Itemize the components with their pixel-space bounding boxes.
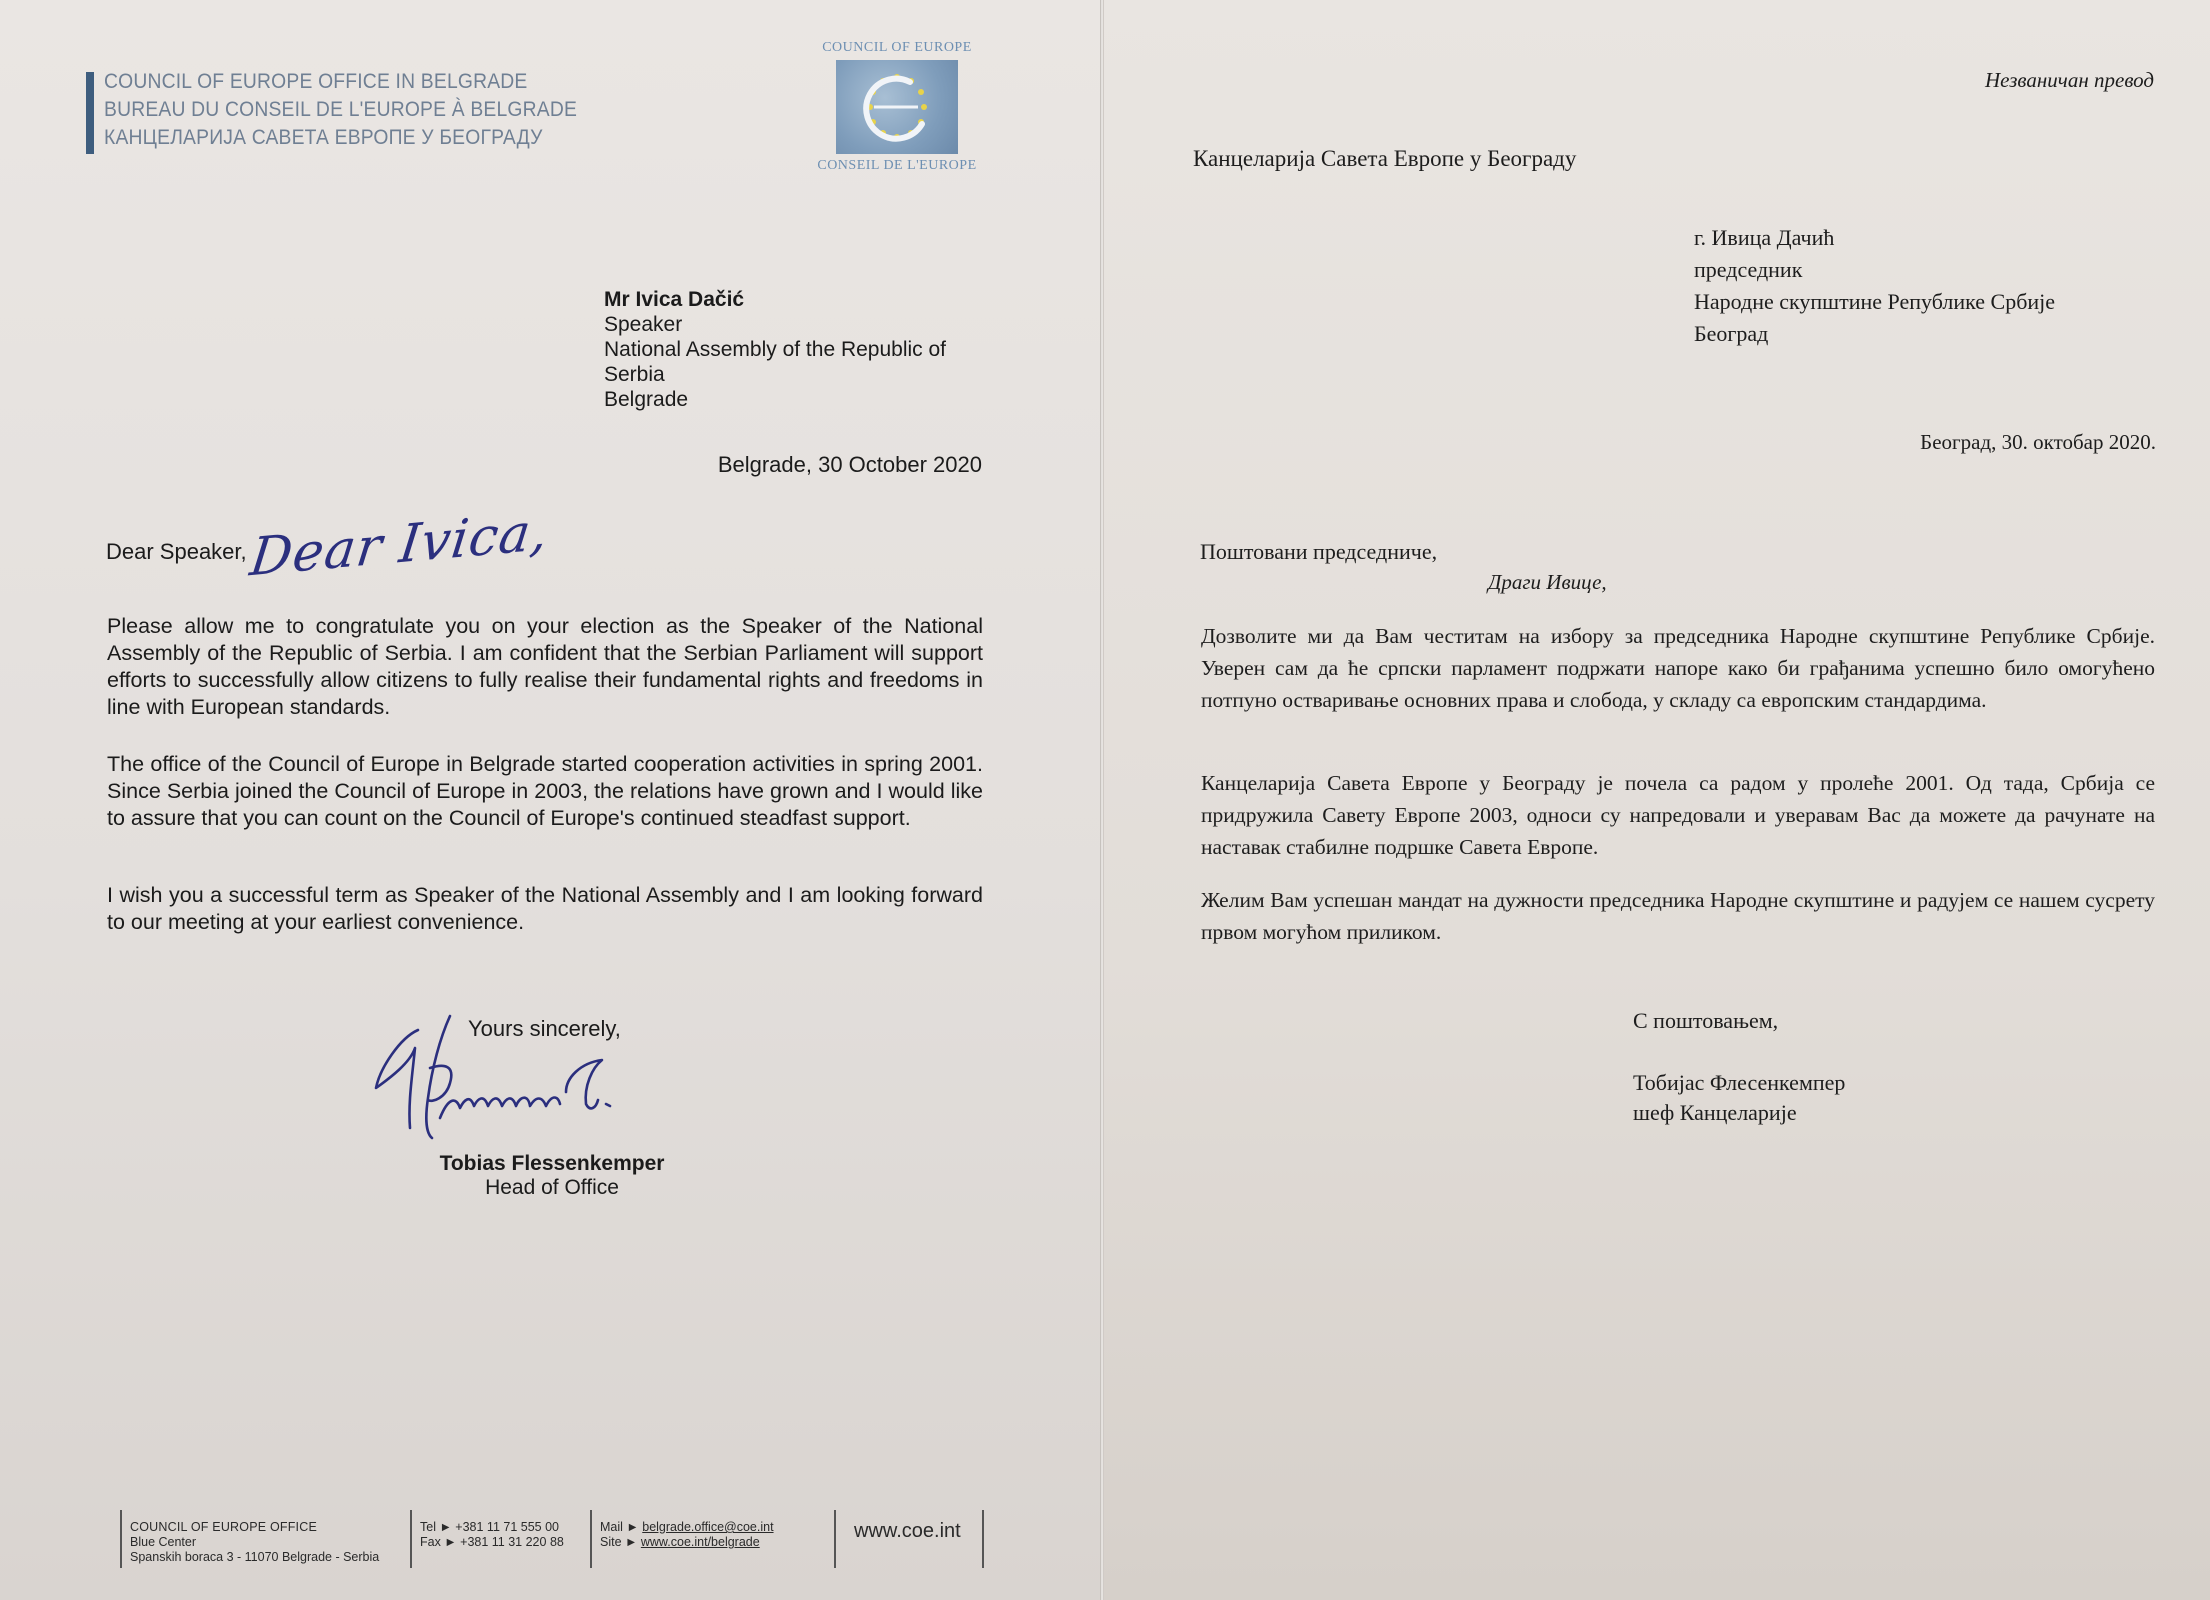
letterhead-line-fr: BUREAU DU CONSEIL DE L'EUROPE À BELGRADE	[104, 98, 578, 121]
letterhead-line-sr: КАНЦЕЛАРИЈА САВЕТА ЕВРОПЕ У БЕОГРАДУ	[104, 126, 543, 149]
salutation-sr: Поштовани председниче,	[1200, 539, 1438, 564]
signer-block-sr	[1633, 1068, 1845, 1128]
body-paragraph-sr-3: Желим Вам успешан мандат на дужности председника Народне скупштине и радујем се нашем сусрету првом могућом приликом.	[1201, 888, 2155, 944]
handwritten-greeting: Dear Ivica,	[246, 501, 553, 589]
footer-fax: Fax ► +381 11 31 220 88	[420, 1535, 564, 1549]
signer-block	[392, 1152, 712, 1200]
footer-street: Spanskih boraca 3 - 11070 Belgrade - Serbia	[130, 1550, 380, 1564]
original-letter-page	[0, 0, 1100, 1600]
recipient-role: Speaker	[604, 313, 683, 336]
footer-contact	[590, 1510, 835, 1568]
recipient-city-sr: Београд	[1694, 321, 1769, 346]
recipient-org-line2: Serbia	[604, 363, 665, 386]
signer-title: Head of Office	[485, 1176, 619, 1199]
handwritten-note-sr: Драги Ивице,	[1488, 570, 1607, 594]
footer-site-link[interactable]: www.coe.int/belgrade	[640, 1535, 760, 1549]
recipient-name-sr: г. Ивица Дачић	[1694, 225, 1835, 250]
footer-address	[120, 1510, 410, 1568]
body-paragraph-2: The office of the Council of Europe in Belgrade started cooperation activities in spring 2001. Since Serbia joined the Council of Europe in 2003, the relations have grown and I would like to assure that you can count on the Council of Europe's continued steadfast support.	[107, 752, 983, 830]
council-of-europe-logo	[812, 40, 982, 174]
salutation: Dear Speaker,	[106, 539, 247, 564]
signer-title-sr: шеф Канцеларије	[1633, 1100, 1797, 1125]
closing: Yours sincerely,	[468, 1016, 621, 1041]
logo-top-caption: COUNCIL OF EUROPE	[822, 40, 972, 55]
letter-date: Belgrade, 30 October 2020	[717, 452, 982, 477]
recipient-name: Mr Ivica Dačić	[604, 288, 745, 311]
footer-mail-label: Mail ►	[600, 1520, 639, 1534]
footer-www[interactable]: www.coe.int	[834, 1510, 984, 1568]
closing-sr: С поштовањем,	[1633, 1008, 1779, 1033]
body-paragraph-1: Please allow me to congratulate you on your election as the Speaker of the National Assembly of the Republic of Serbia. I am confident that the Serbian Parliament will support efforts to successfully allow citizens to fully realise their fundamental rights and freedoms in line with European standards.	[107, 614, 983, 719]
office-line: Канцеларија Савета Европе у Београду	[1193, 146, 1577, 171]
footer-phone	[410, 1510, 590, 1568]
body-paragraph-sr-2: Канцеларија Савета Европе у Београду је почела са радом у пролеће 2001. Од тада, Србија се придружила Савету Европе 2003, односи су напредовали и уверавам Вас да можете да рачунате на наставак стабилне подршке Савета Европе.	[1201, 771, 2155, 859]
footer-tel: Tel ► +381 11 71 555 00	[420, 1520, 559, 1534]
handwritten-signature	[370, 1008, 720, 1168]
letterhead-bar	[86, 72, 94, 154]
signer-name-sr: Тобијас Флесенкемпер	[1633, 1070, 1846, 1095]
recipient-block	[604, 287, 946, 412]
footer-mail-link[interactable]: belgrade.office@coe.int	[642, 1520, 774, 1534]
footer-office-name: COUNCIL OF EUROPE OFFICE	[130, 1520, 317, 1534]
signer-name: Tobias Flessenkemper	[439, 1152, 665, 1175]
recipient-city: Belgrade	[604, 388, 689, 411]
unofficial-translation-note: Незваничан превод	[1985, 68, 2154, 92]
recipient-role-sr: председник	[1694, 257, 1803, 282]
letter-date-sr: Београд, 30. октобар 2020.	[1920, 430, 2156, 454]
letterhead-line-en: COUNCIL OF EUROPE OFFICE IN BELGRADE	[104, 70, 528, 93]
logo-bottom-caption: CONSEIL DE L'EUROPE	[817, 158, 977, 173]
eu-stars-emblem-icon	[836, 60, 958, 154]
footer-site-label: Site ►	[600, 1535, 638, 1549]
recipient-org-sr: Народне скупштине Републике Србије	[1694, 289, 2056, 314]
recipient-block-sr	[1694, 222, 2055, 350]
body-paragraph-3: I wish you a successful term as Speaker of the National Assembly and I am looking forward to our meeting at your earliest convenience.	[107, 883, 983, 934]
translation-page	[1104, 0, 2210, 1600]
footer-building: Blue Center	[130, 1535, 197, 1549]
body-paragraph-sr-1: Дозволите ми да Вам честитам на избору за председника Народне скупштине Републике Србије. Уверен сам да ће српски парламент подржати напоре како би грађанима успешно било омогућено потпуно остваривање основних права и слобода, у складу са европским стандардима.	[1201, 624, 2155, 712]
letterhead	[104, 68, 577, 152]
recipient-org-line1: National Assembly of the Republic of	[604, 338, 947, 361]
letter-footer	[0, 1510, 1100, 1572]
